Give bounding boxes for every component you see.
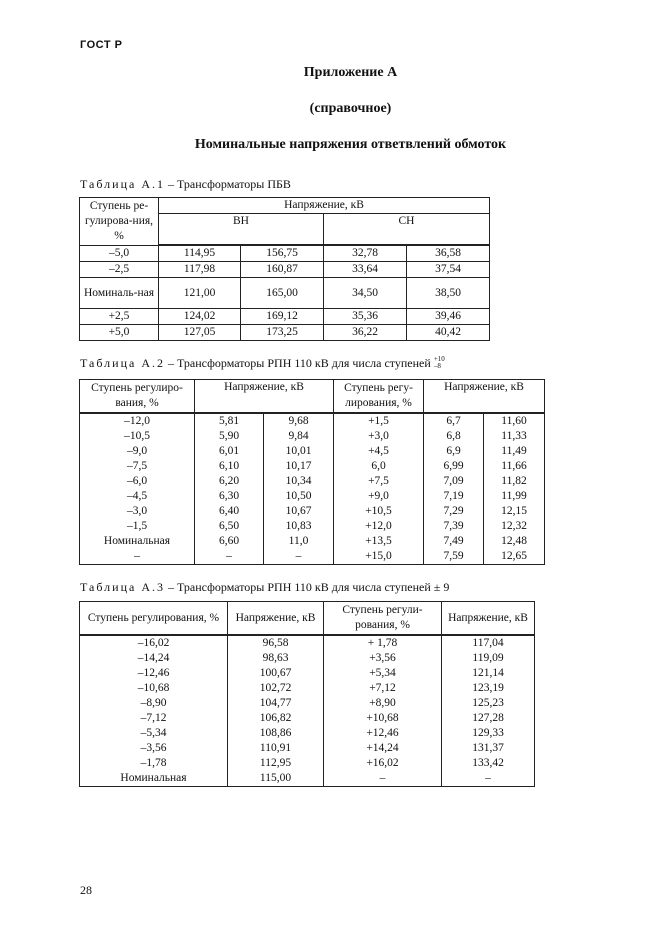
table-cell: 6,9	[424, 444, 484, 459]
table-cell: –1,5	[80, 519, 195, 534]
table2-caption	[80, 356, 445, 371]
table-cell: +12,46	[324, 726, 442, 741]
table-row	[80, 245, 490, 262]
table-cell: –	[195, 549, 264, 565]
table-cell: 110,91	[228, 741, 324, 756]
table-cell: –6,0	[80, 474, 195, 489]
appendix-heading: Номинальные напряжения ответвлений обмоток	[194, 137, 507, 152]
table-cell: 40,42	[407, 325, 490, 341]
table-cell: 6,50	[195, 519, 264, 534]
table1-head-vn: ВН	[159, 214, 324, 246]
table-cell: 102,72	[228, 681, 324, 696]
table-cell: 11,66	[484, 459, 545, 474]
table-cell: +3,0	[334, 429, 424, 444]
table2-caption-sup-bottom: –8	[433, 362, 441, 370]
table-row	[80, 651, 535, 666]
table-cell: 6,30	[195, 489, 264, 504]
table-cell: –16,02	[80, 635, 228, 651]
table-cell: 11,60	[484, 413, 545, 429]
table-cell: –4,5	[80, 489, 195, 504]
table1-head-voltage: Напряжение, кВ	[159, 198, 490, 214]
table-cell: 6,60	[195, 534, 264, 549]
table-cell: 10,67	[264, 504, 334, 519]
table-cell: 165,00	[241, 278, 324, 309]
table-cell: 125,23	[442, 696, 535, 711]
page-number: 28	[80, 883, 92, 897]
table-row	[80, 459, 545, 474]
table-cell: +7,12	[324, 681, 442, 696]
table-cell: 131,37	[442, 741, 535, 756]
table-cell: –7,12	[80, 711, 228, 726]
table3	[79, 601, 535, 787]
table-cell: 112,95	[228, 756, 324, 771]
table3-head-step2: Ступень регули-рования, %	[324, 602, 442, 636]
table-cell: 6,01	[195, 444, 264, 459]
table-cell: 11,49	[484, 444, 545, 459]
table-row	[80, 474, 545, 489]
table2-caption-sup-top: +10	[433, 355, 445, 363]
table3-caption-text: – Трансформаторы РПН 110 кВ для числа ступеней ± 9	[165, 580, 450, 594]
table-cell: –14,24	[80, 651, 228, 666]
table-cell: –10,5	[80, 429, 195, 444]
table2-head-voltage: Напряжение, кВ	[195, 380, 334, 414]
table1-caption	[80, 177, 291, 192]
table-cell: 6,40	[195, 504, 264, 519]
table-cell: 11,33	[484, 429, 545, 444]
table-row	[80, 696, 535, 711]
table-cell: 35,36	[324, 309, 407, 325]
table-row	[80, 413, 545, 429]
table-cell: 11,99	[484, 489, 545, 504]
table-row	[80, 771, 535, 787]
table-cell: 10,17	[264, 459, 334, 474]
table-cell: Номинальная	[80, 771, 228, 787]
table3-caption-prefix: Таблица А.3	[80, 580, 165, 594]
table-cell: +15,0	[334, 549, 424, 565]
table-cell: 127,28	[442, 711, 535, 726]
table-row	[80, 325, 490, 341]
table-cell: 10,01	[264, 444, 334, 459]
table-cell: –12,46	[80, 666, 228, 681]
table2-caption-text: – Трансформаторы РПН 110 кВ для числа ступеней	[165, 356, 434, 370]
table-cell: +1,5	[334, 413, 424, 429]
table-cell: 115,00	[228, 771, 324, 787]
table-cell: 6,20	[195, 474, 264, 489]
table-cell: +5,34	[324, 666, 442, 681]
table-cell: 7,19	[424, 489, 484, 504]
table2-head-step2: Ступень регу-лирования, %	[334, 380, 424, 414]
table-cell: +14,24	[324, 741, 442, 756]
table-cell: 32,78	[324, 245, 407, 262]
table-cell: –	[324, 771, 442, 787]
table-cell: 12,65	[484, 549, 545, 565]
table-cell: 36,58	[407, 245, 490, 262]
table-cell: 10,83	[264, 519, 334, 534]
table-cell: 98,63	[228, 651, 324, 666]
table-cell: 127,05	[159, 325, 241, 341]
table1-caption-prefix: Таблица А.1	[80, 177, 165, 191]
table-cell: 121,00	[159, 278, 241, 309]
table-cell: 9,68	[264, 413, 334, 429]
table-cell: –	[442, 771, 535, 787]
table-cell: 173,25	[241, 325, 324, 341]
table-cell: 104,77	[228, 696, 324, 711]
table-cell: 133,42	[442, 756, 535, 771]
table-cell: 11,82	[484, 474, 545, 489]
table-row	[80, 666, 535, 681]
table-row	[80, 489, 545, 504]
table-cell: 108,86	[228, 726, 324, 741]
table-cell: 156,75	[241, 245, 324, 262]
table-cell: 33,64	[324, 262, 407, 278]
table-row	[80, 444, 545, 459]
table-cell: 39,46	[407, 309, 490, 325]
table-cell: +16,02	[324, 756, 442, 771]
table-row	[80, 429, 545, 444]
table-row	[80, 519, 545, 534]
table-row	[80, 278, 490, 309]
table-cell: 34,50	[324, 278, 407, 309]
table-cell: 169,12	[241, 309, 324, 325]
table-cell: 5,90	[195, 429, 264, 444]
appendix-title: Приложение А	[303, 65, 398, 80]
table-row	[80, 726, 535, 741]
table-row	[80, 635, 535, 651]
table-cell: –7,5	[80, 459, 195, 474]
table1-head-sn: СН	[324, 214, 490, 246]
table-cell: +4,5	[334, 444, 424, 459]
table-cell: 37,54	[407, 262, 490, 278]
table-row	[80, 534, 545, 549]
table2-head-voltage2: Напряжение, кВ	[424, 380, 545, 414]
table-row	[80, 549, 545, 565]
table-cell: 10,34	[264, 474, 334, 489]
table-row	[80, 262, 490, 278]
table-cell: 6,99	[424, 459, 484, 474]
table-cell: Номиналь-ная	[80, 278, 159, 309]
table-cell: 7,39	[424, 519, 484, 534]
table-cell: 6,7	[424, 413, 484, 429]
table-cell: –3,56	[80, 741, 228, 756]
table3-head-voltage2: Напряжение, кВ	[442, 602, 535, 636]
table-cell: 123,19	[442, 681, 535, 696]
standard-header: ГОСТ Р	[80, 39, 123, 51]
table-cell: 121,14	[442, 666, 535, 681]
table-cell: +3,56	[324, 651, 442, 666]
table1-caption-text: – Трансформаторы ПБВ	[165, 177, 291, 191]
table-cell: 11,0	[264, 534, 334, 549]
table2	[79, 379, 545, 565]
table-cell: +2,5	[80, 309, 159, 325]
table-cell: Номинальная	[80, 534, 195, 549]
table-cell: 38,50	[407, 278, 490, 309]
table-cell: 6,8	[424, 429, 484, 444]
table-cell: –5,34	[80, 726, 228, 741]
table-cell: +9,0	[334, 489, 424, 504]
table-cell: +7,5	[334, 474, 424, 489]
table-row	[80, 756, 535, 771]
table-cell: 129,33	[442, 726, 535, 741]
table-cell: 12,15	[484, 504, 545, 519]
table-cell: 9,84	[264, 429, 334, 444]
table-row	[80, 711, 535, 726]
table3-head-voltage: Напряжение, кВ	[228, 602, 324, 636]
table-cell: + 1,78	[324, 635, 442, 651]
table-cell: 36,22	[324, 325, 407, 341]
table-cell: –1,78	[80, 756, 228, 771]
table-cell: –2,5	[80, 262, 159, 278]
table-cell: 106,82	[228, 711, 324, 726]
table-cell: +8,90	[324, 696, 442, 711]
table-cell: 117,98	[159, 262, 241, 278]
table-cell: 12,48	[484, 534, 545, 549]
table-cell: 96,58	[228, 635, 324, 651]
table-cell: 114,95	[159, 245, 241, 262]
table2-caption-prefix: Таблица А.2	[80, 356, 165, 370]
table-cell: +12,0	[334, 519, 424, 534]
table-cell: +10,68	[324, 711, 442, 726]
table-cell: 119,09	[442, 651, 535, 666]
table2-head-step: Ступень регулиро-вания, %	[80, 380, 195, 414]
table-cell: +10,5	[334, 504, 424, 519]
table-cell: +5,0	[80, 325, 159, 341]
table1-head-step: Ступень ре-гулирова-ния, %	[80, 198, 159, 246]
table-row	[80, 309, 490, 325]
table-cell: 7,59	[424, 549, 484, 565]
table-cell: –12,0	[80, 413, 195, 429]
table-row	[80, 681, 535, 696]
table-cell: +13,5	[334, 534, 424, 549]
table-cell: 6,0	[334, 459, 424, 474]
table-cell: 7,49	[424, 534, 484, 549]
table2-caption-sup	[434, 356, 445, 370]
table-cell: 124,02	[159, 309, 241, 325]
table-cell: 100,67	[228, 666, 324, 681]
table-cell: 5,81	[195, 413, 264, 429]
table-cell: –10,68	[80, 681, 228, 696]
table-cell: –9,0	[80, 444, 195, 459]
table-cell: 7,29	[424, 504, 484, 519]
appendix-subtitle: (справочное)	[309, 101, 392, 116]
table-row	[80, 741, 535, 756]
table-cell: –8,90	[80, 696, 228, 711]
table-cell: –5,0	[80, 245, 159, 262]
table-cell: 10,50	[264, 489, 334, 504]
table1	[79, 197, 490, 341]
table-cell: 6,10	[195, 459, 264, 474]
table-cell: –	[80, 549, 195, 565]
table-cell: 117,04	[442, 635, 535, 651]
table-row	[80, 504, 545, 519]
table-cell: –	[264, 549, 334, 565]
table3-head-step: Ступень регулирования, %	[80, 602, 228, 636]
table-cell: –3,0	[80, 504, 195, 519]
table-cell: 160,87	[241, 262, 324, 278]
table-cell: 12,32	[484, 519, 545, 534]
table-cell: 7,09	[424, 474, 484, 489]
table3-caption	[80, 580, 449, 595]
